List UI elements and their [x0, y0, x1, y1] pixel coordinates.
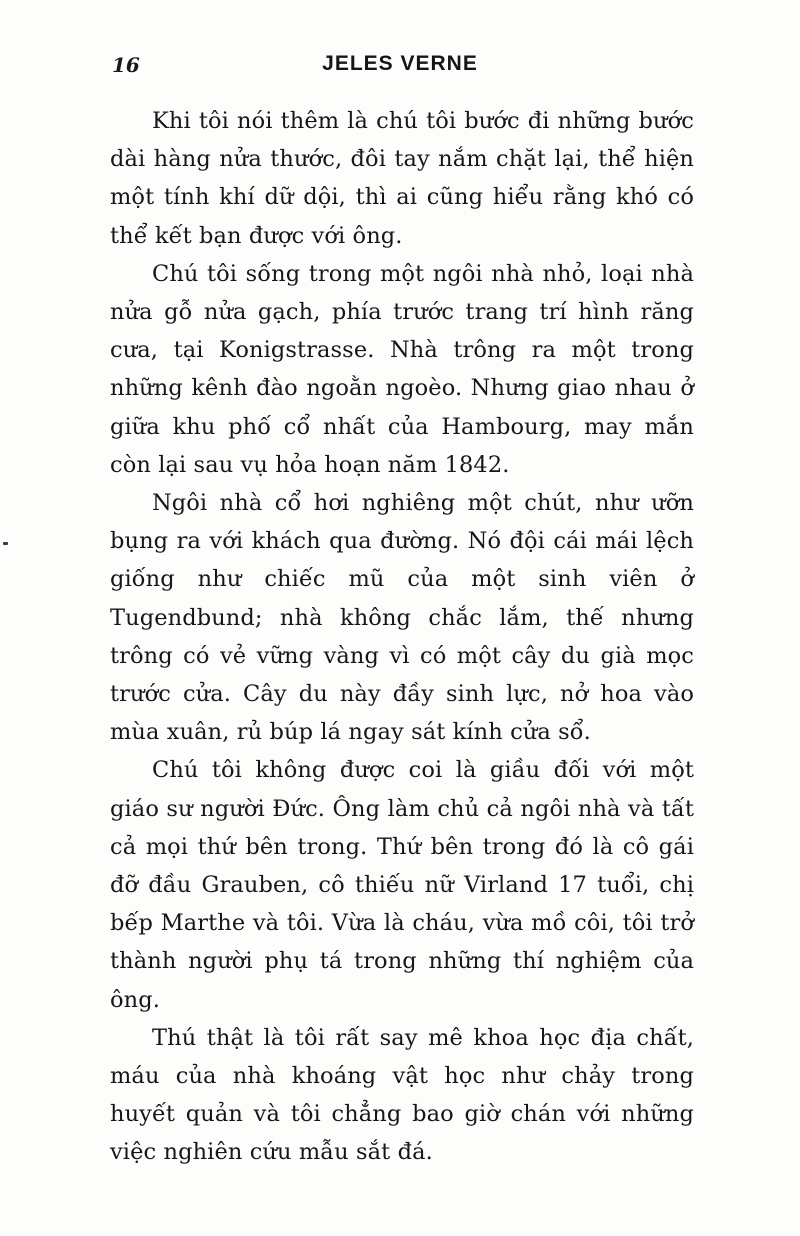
paragraph: Chú tôi không được coi là giầu đối với một giáo sư người Đức. Ông làm chủ cả ngôi nhà và tất cả mọi thứ bên trong. Thứ bên trong đó là cô gái đỡ đầu Grauben, cô thiếu nữ Virland 17 tuổi, chị bếp Marthe và tôi. Vừa là cháu, vừa mồ côi, tôi trở thành người phụ tá trong những thí nghiệm của ông. [110, 757, 694, 1013]
paragraph: Chú tôi sống trong một ngôi nhà nhỏ, loại nhà nửa gỗ nửa gạch, phía trước trang trí hình răng cưa, tại Konigstrasse. Nhà trông ra một trong những kênh đào ngoằn ngoèo. Nhưng giao nhau ở giữa khu phố cổ nhất của Hambourg, may mắn còn lại sau vụ hỏa hoạn năm 1842. [110, 260, 694, 478]
paragraph: Thú thật là tôi rất say mê khoa học địa chất, máu của nhà khoáng vật học như chảy trong huyết quản và tôi chẳng bao giờ chán với những việc nghiên cứu mẫu sắt đá. [110, 1024, 694, 1166]
running-header-title: JELES VERNE [322, 52, 478, 75]
body-text [110, 102, 694, 1172]
page-number: 16 [112, 53, 140, 77]
paragraph: Khi tôi nói thêm là chú tôi bước đi những bước dài hàng nửa thước, đôi tay nắm chặt lại, thể hiện một tính khí dữ dội, thì ai cũng hiểu rằng khó có thể kết bạn được với ông. [110, 108, 694, 249]
scan-artifact [3, 542, 8, 545]
paragraph: Ngôi nhà cổ hơi nghiêng một chút, như ưỡn bụng ra với khách qua đường. Nó đội cái mái lệch giống như chiếc mũ của một sinh viên ở Tugendbund; nhà không chắc lắm, thế nhưng trông có vẻ vững vàng vì có một cây du già mọc trước cửa. Cây du này đầy sinh lực, nở hoa vào mùa xuân, rủ búp lá ngay sát kính cửa sổ. [110, 490, 694, 746]
running-header [0, 52, 800, 82]
